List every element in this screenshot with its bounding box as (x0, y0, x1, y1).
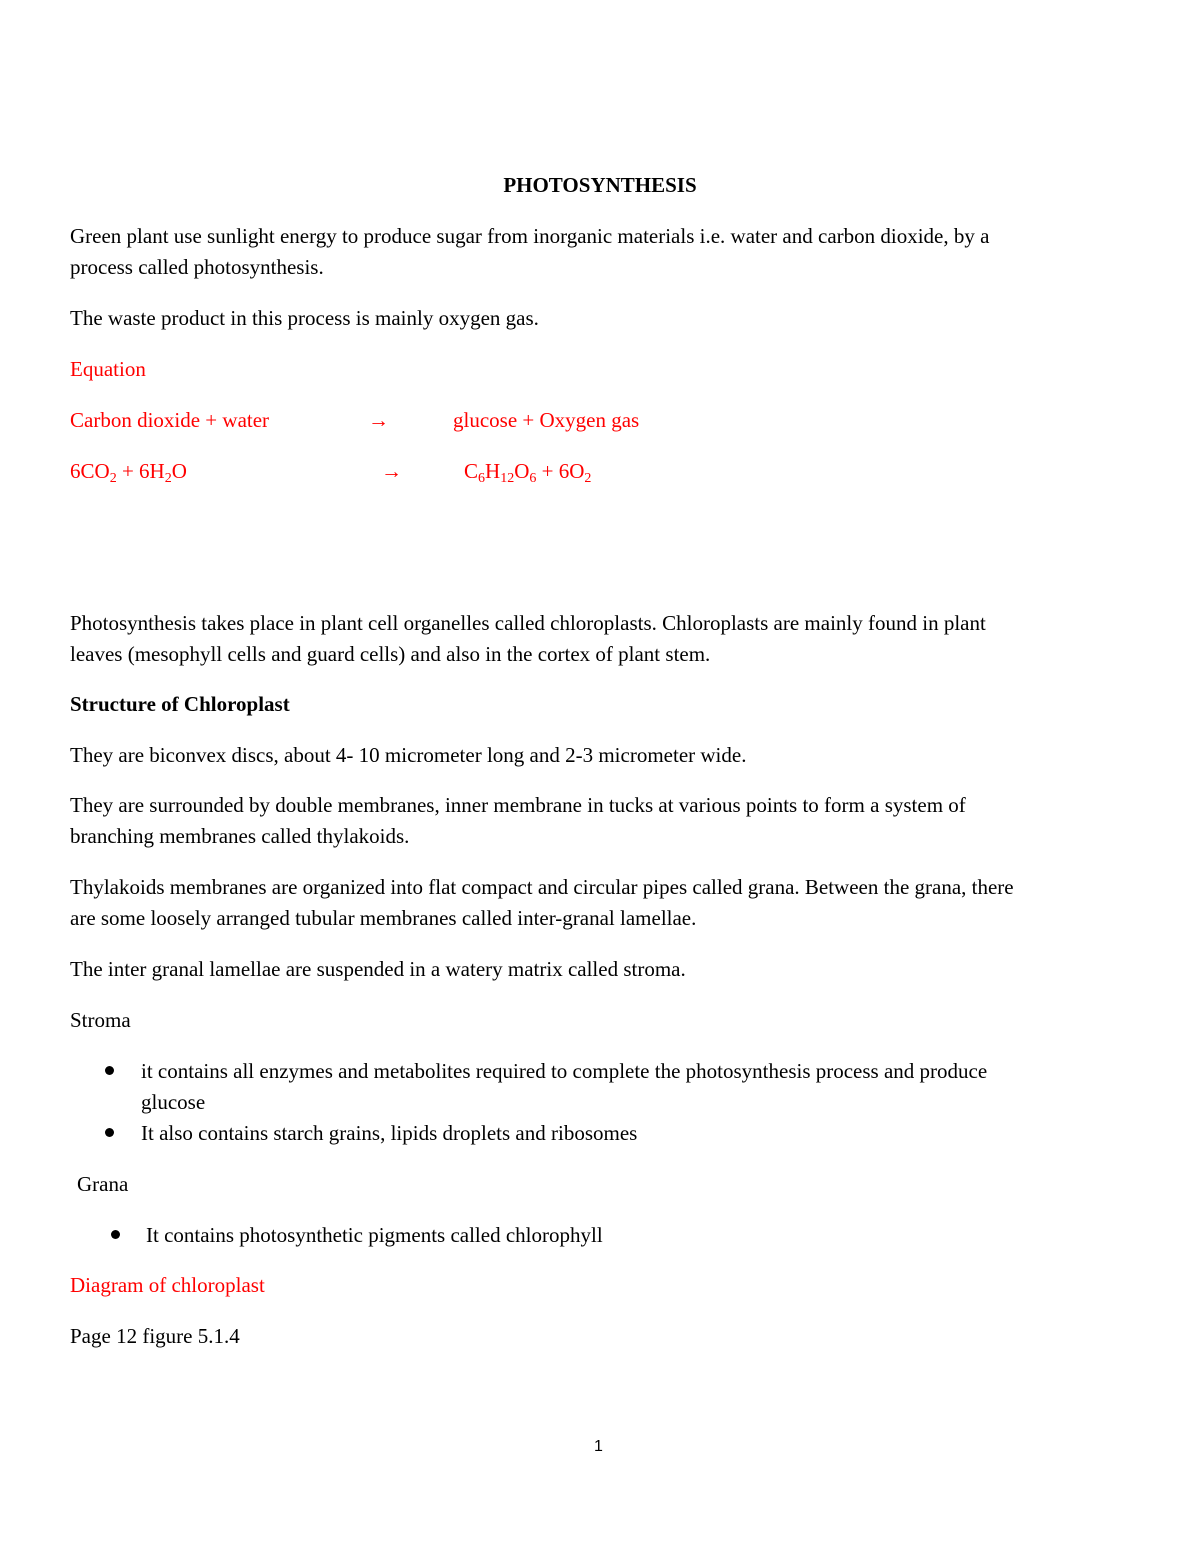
chemical-equation-reactants (70, 459, 187, 486)
location-line-2: leaves (mesophyll cells and guard cells) and also in the cortex of plant stem. (70, 642, 711, 666)
page-title: PHOTOSYNTHESIS (503, 173, 697, 197)
word-equation-reactants: Carbon dioxide + water (70, 408, 270, 432)
stroma-item-2: It also contains starch grains, lipids droplets and ribosomes (141, 1121, 638, 1145)
stroma-heading: Stroma (70, 1008, 131, 1032)
chemical-equation-products (464, 459, 592, 486)
chem-right-sub-c: 6 (529, 471, 537, 486)
chem-right-sub-d: 2 (584, 471, 592, 486)
stroma-item-1-line-1: it contains all enzymes and metabolites required to complete the photosynthesis process and produce (141, 1059, 988, 1083)
chem-left-part-b: + 6H (116, 459, 165, 483)
bullet-icon (111, 1230, 120, 1239)
structure-heading: Structure of Chloroplast (70, 692, 290, 716)
membranes-line-2: branching membranes called thylakoids. (70, 824, 410, 848)
waste-product-text: The waste product in this process is mainly oxygen gas. (70, 306, 539, 330)
word-equation-arrow: → (368, 408, 389, 432)
chem-right-part-c: O (514, 459, 530, 483)
chem-right-part-d: + 6O (536, 459, 585, 483)
chem-left-part-c: O (171, 459, 187, 483)
membranes-line-1: They are surrounded by double membranes, inner membrane in tucks at various points to form a system of (70, 793, 966, 817)
grana-item-1: It contains photosynthetic pigments called chlorophyll (146, 1223, 603, 1247)
chem-left-sub-a: 2 (109, 471, 117, 486)
thylakoids-line-2: are some loosely arranged tubular membranes called inter-granal lamellae. (70, 906, 697, 930)
diagram-heading: Diagram of chloroplast (70, 1273, 265, 1297)
grana-heading: Grana (77, 1172, 129, 1196)
location-line-1: Photosynthesis takes place in plant cell organelles called chloroplasts. Chloroplasts are mainly found in plant (70, 611, 986, 635)
word-equation-products: glucose + Oxygen gas (453, 408, 640, 432)
chem-left-part-a: 6CO (70, 459, 110, 483)
chem-right-sub-a: 6 (478, 471, 486, 486)
equation-heading: Equation (70, 357, 146, 381)
shape-text: They are biconvex discs, about 4- 10 micrometer long and 2-3 micrometer wide. (70, 743, 747, 767)
diagram-reference: Page 12 figure 5.1.4 (70, 1324, 240, 1348)
stroma-item-1-line-2: glucose (141, 1090, 206, 1114)
chem-left-sub-b: 2 (164, 471, 172, 486)
intro-line-1: Green plant use sunlight energy to produce sugar from inorganic materials i.e. water and carbon dioxide, by a (70, 224, 990, 248)
page-number: 1 (594, 1438, 603, 1455)
chem-right-part-b: H (485, 459, 501, 483)
bullet-icon (105, 1066, 114, 1075)
lamellae-text: The inter granal lamellae are suspended in a watery matrix called stroma. (70, 957, 686, 981)
chemical-equation-arrow: → (381, 459, 402, 483)
chem-right-sub-b: 12 (500, 471, 515, 486)
intro-line-2: process called photosynthesis. (70, 255, 324, 279)
chem-right-part-a: C (464, 459, 479, 483)
thylakoids-line-1: Thylakoids membranes are organized into flat compact and circular pipes called grana. Between the grana, there (70, 875, 1014, 899)
bullet-icon (105, 1128, 114, 1137)
